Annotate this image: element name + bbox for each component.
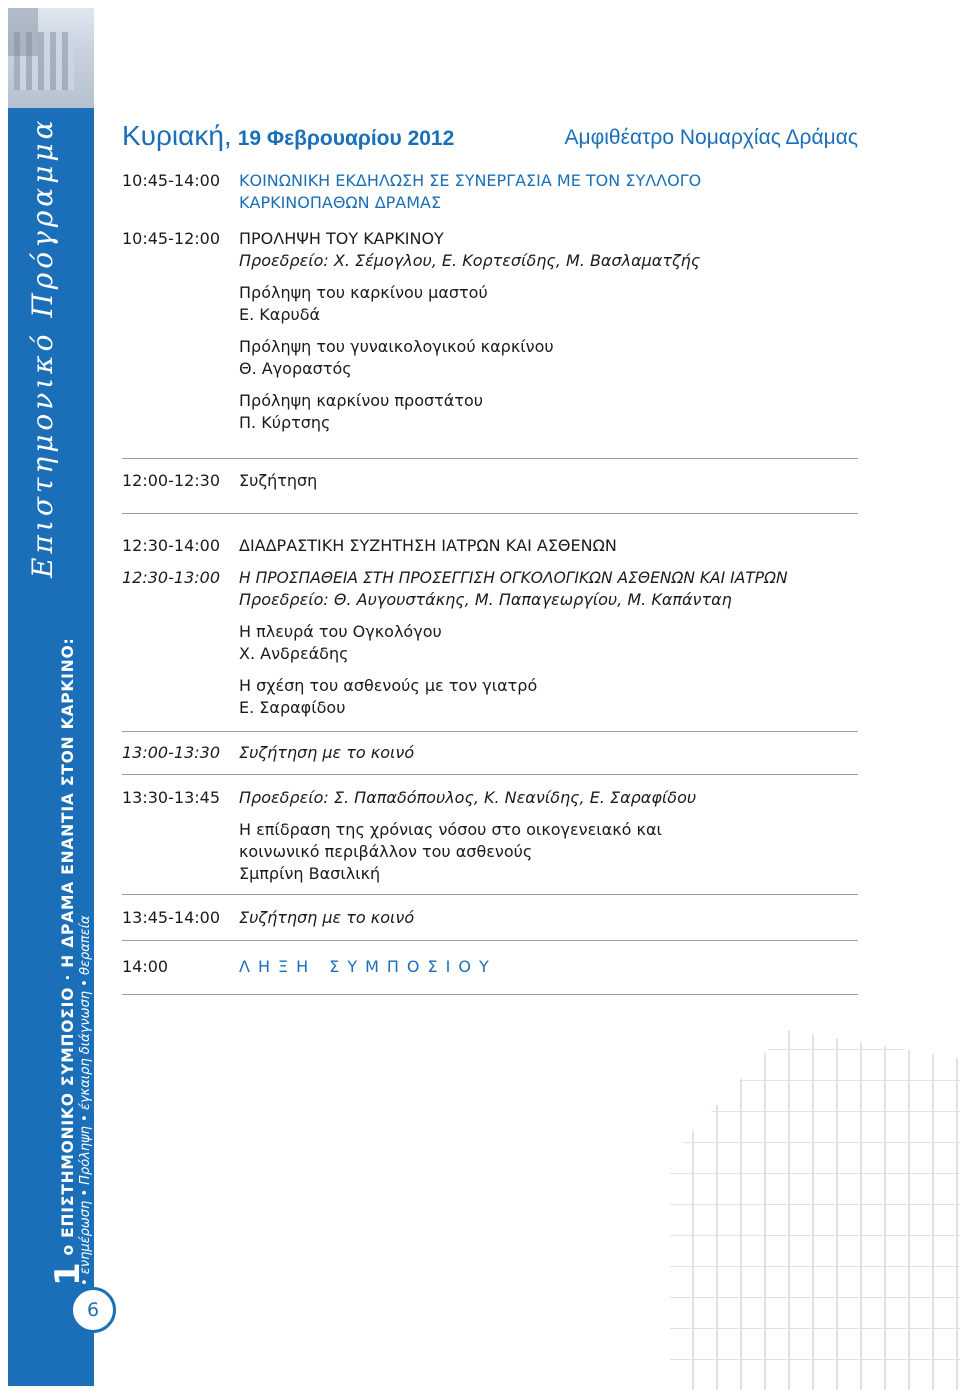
divider	[122, 513, 858, 514]
page-number: 6	[70, 1287, 116, 1333]
session-time: 14:00	[122, 957, 169, 976]
session-title: Η ΠΡΟΣΠΑΘΕΙΑ ΣΤΗ ΠΡΟΣΕΓΓΙΣΗ ΟΓΚΟΛΟΓΙΚΩΝ ΑΣΘΕΝΩΝ ΚΑΙ ΙΑΤΡΩΝ	[239, 569, 788, 587]
header-date: 19 Φεβρουαρίου 2012	[237, 127, 455, 150]
talk-topic: Η σχέση του ασθενούς με τον γιατρό	[239, 676, 538, 695]
sidebar-photo	[8, 8, 94, 108]
talk-topic: Η επίδραση της χρόνιας νόσου στο οικογενειακό και	[239, 820, 662, 839]
talk-speaker: Π. Κύρτσης	[239, 413, 331, 432]
session-title: Συζήτηση	[239, 471, 318, 490]
talk-speaker: Χ. Ανδρεάδης	[239, 644, 349, 663]
background-sketch	[670, 1030, 960, 1390]
sidebar-subtitle: • ενημέρωση • Πρόληψη • έγκαιρη διάγνωση • θεραπεία	[78, 915, 93, 1286]
page-header	[122, 120, 858, 160]
session-chairs: Προεδρείο: Θ. Αυγουστάκης, Μ. Παπαγεωργίου, Μ. Καπάνταη	[239, 590, 732, 609]
session-time: 10:45-14:00	[122, 171, 220, 190]
header-venue: Αμφιθέατρο Νομαρχίας Δράμας	[564, 126, 858, 149]
session-title: ΠΡΟΛΗΨΗ ΤΟΥ ΚΑΡΚΙΝΟΥ	[239, 229, 444, 248]
session-content	[239, 567, 859, 719]
sidebar-title-number: 1	[48, 1261, 88, 1286]
session-time: 13:30-13:45	[122, 788, 220, 807]
session-time: 10:45-12:00	[122, 229, 220, 248]
talk-topic: Πρόληψη του γυναικολογικού καρκίνου	[239, 337, 554, 356]
session-content	[239, 787, 859, 885]
session-content	[239, 228, 859, 434]
session-title-cont: ΚΑΡΚΙΝΟΠΑΘΩΝ ΔΡΑΜΑΣ	[239, 193, 442, 212]
divider	[122, 894, 858, 895]
session-content	[239, 170, 859, 214]
talk-topic-cont: κοινωνικό περιβάλλον του ασθενούς	[239, 842, 533, 861]
header-day-name: Κυριακή,	[122, 120, 232, 151]
session-title: ΛΗΞΗ ΣΥΜΠΟΣΙΟΥ	[239, 957, 497, 976]
sidebar-program-label: Επιστημονικό Πρόγραμμα	[26, 116, 59, 578]
session-title: ΚΟΙΝΩΝΙΚΗ ΕΚΔΗΛΩΣΗ ΣΕ ΣΥΝΕΡΓΑΣΙΑ ΜΕ ΤΟΝ ΣΥΛΛΟΓΟ	[239, 171, 702, 190]
session-title: ΔΙΑΔΡΑΣΤΙΚΗ ΣΥΖΗΤΗΣΗ ΙΑΤΡΩΝ ΚΑΙ ΑΣΘΕΝΩΝ	[239, 536, 617, 555]
talk-speaker: Ε. Σαραφίδου	[239, 698, 346, 717]
talk-topic: Η πλευρά του Ογκολόγου	[239, 622, 442, 641]
session-title: Συζήτηση με το κοινό	[239, 743, 415, 762]
session-time: 12:30-13:00	[122, 568, 220, 587]
talk-speaker: Σμπρίνη Βασιλική	[239, 864, 381, 883]
session-time: 12:30-14:00	[122, 536, 220, 555]
session-time: 13:00-13:30	[122, 743, 220, 762]
talk-speaker: Ε. Καρυδά	[239, 305, 321, 324]
divider	[122, 731, 858, 732]
session-title: Συζήτηση με το κοινό	[239, 908, 415, 927]
divider	[122, 458, 858, 459]
header-day	[122, 120, 454, 152]
divider	[122, 940, 858, 941]
session-time: 13:45-14:00	[122, 908, 220, 927]
sidebar-title-text: ο ΕΠΙΣΤΗΜΟΝΙΚΟ ΣΥΜΠΟΣΙΟ · Η ΔΡΑΜΑ ΕΝΑΝΤΙΑ ΣΤΟΝ ΚΑΡΚΙΝΟ:	[59, 637, 77, 1256]
session-chairs: Προεδρείο: Χ. Σέμογλου, Ε. Κορτεσίδης, Μ. Βασλαματζής	[239, 251, 701, 270]
sidebar-band	[8, 8, 94, 1386]
talk-topic: Πρόληψη καρκίνου προστάτου	[239, 391, 483, 410]
session-chairs: Προεδρείο: Σ. Παπαδόπουλος, Κ. Νεανίδης, Ε. Σαραφίδου	[239, 788, 697, 807]
talk-speaker: Θ. Αγοραστός	[239, 359, 352, 378]
divider	[122, 994, 858, 995]
talk-topic: Πρόληψη του καρκίνου μαστού	[239, 283, 488, 302]
session-time: 12:00-12:30	[122, 471, 220, 490]
divider	[122, 774, 858, 775]
